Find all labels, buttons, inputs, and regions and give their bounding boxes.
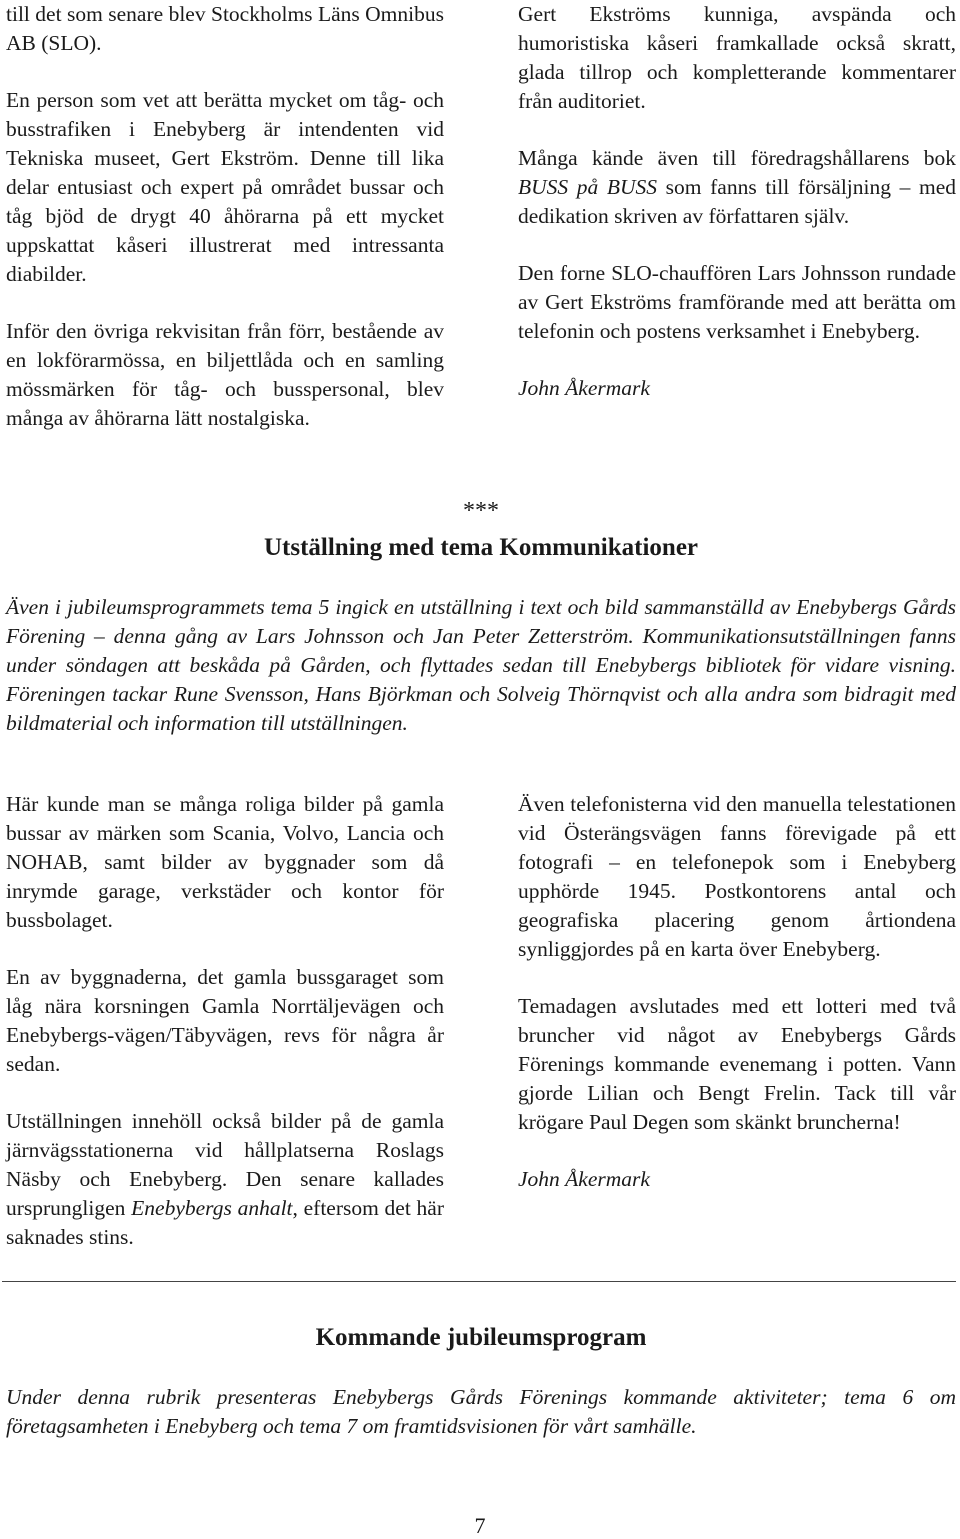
- book-title: BUSS på BUSS: [518, 175, 658, 199]
- text-run: , eftersom det här saknades stins.: [6, 1196, 444, 1249]
- text-run: Många kände även till föredragshållarens bok: [518, 146, 956, 170]
- separator-stars: ***: [463, 498, 499, 524]
- section-heading: Utställning med tema Kommunikationer: [263, 534, 699, 561]
- intro-paragraph: Även i jubileumsprogrammets tema 5 ingick en utställning i text och bild sammanställd av Enebybergs Gårds Förening – denna gång av Lars Johnsson och Jan Peter Zetterström. Kommunikationsutställningen fanns under söndagen att beskåda på Gården, och flyttades sedan till Enebybergs bibliotek för vidare visning. Föreningen tackar Rune Svensson, Hans Björkman och Solveig Thörnqvist och alla andra som bidragit med bildmaterial och information till utställningen.: [6, 595, 956, 735]
- paragraph: Här kunde man se många roliga bilder på gamla bussar av märken som Scania, Volvo, Lancia och NOHAB, samt bilder av byggnader som då inrymde garage, verkstäder och kontor för bussbolaget.: [6, 792, 444, 932]
- paragraph: Även telefonisterna vid den manuella telestationen vid Österängsvägen fanns förevigade på ett fotografi – en telefonepok som i Enebyberg upphörde 1945. Postkontorens antal och geografiska placering genom årtiondena synliggjordes på en karta över Enebyberg.: [518, 792, 956, 961]
- text-run: Utställningen innehöll också bilder på de gamla järnvägsstationerna vid hållplatserna Roslags Näsby och Enebyberg. Den senare kallades ursprungligen: [6, 1109, 444, 1220]
- paragraph: till det som senare blev Stockholms Läns Omnibus AB (SLO).: [6, 2, 444, 55]
- paragraph: Temadagen avslutades med ett lotteri med två bruncher vid något av Enebybergs Gårds Förenings kommande evenemang i potten. Vann gjorde Lilian och Bengt Frelin. Tack till vår krögare Paul Degen som skänkt bruncherna!: [518, 994, 956, 1134]
- paragraph: En person som vet att berätta mycket om tåg- och busstrafiken i Enebyberg är intendenten vid Tekniska museet, Gert Ekström. Denne till lika delar entusiast och expert på området bussar och tåg bjöd de drygt 40 åhörarna på ett mycket uppskattat kåseri illustrerat med intressanta diabilder.: [6, 88, 444, 286]
- bottom-right-column: [518, 790, 956, 1194]
- page-number: 7: [474, 1513, 486, 1538]
- paragraph: En av byggnaderna, det gamla bussgaraget som låg nära korsningen Gamla Norrtäljevägen och Enebybergs-vägen/Täbyvägen, revs för några år sedan.: [6, 965, 444, 1076]
- station-name: Enebybergs anhalt: [131, 1196, 293, 1220]
- paragraph: Den forne SLO-chauffören Lars Johnsson rundade av Gert Ekströms framförande med att berätta om telefonin och postens verksamhet i Enebyberg.: [518, 261, 956, 343]
- paragraph: Gert Ekströms kunniga, avspända och humoristiska kåseri framkallade också skratt, glada tillrop och kompletterande kommentarer från auditoriet.: [518, 2, 956, 113]
- top-left-column: [6, 0, 444, 433]
- section-intro: [6, 1383, 956, 1441]
- author-signature: John Åkermark: [518, 376, 650, 400]
- bottom-left-column: [6, 790, 444, 1252]
- intro-paragraph: Under denna rubrik presenteras Enebybergs Gårds Förenings kommande aktiviteter; tema 6 om företagsamheten i Enebyberg och tema 7 om framtidsvisionen för vårt samhälle.: [6, 1385, 956, 1438]
- section-heading: Kommande jubileumsprogram: [315, 1324, 647, 1351]
- paragraph: [6, 1107, 444, 1252]
- paragraph: Inför den övriga rekvisitan från förr, bestående av en lokförarmössa, en biljettlåda och en samling mössmärken för tåg- och busspersonal, blev många av åhörarna lätt nostalgiska.: [6, 319, 444, 430]
- author-signature: John Åkermark: [518, 1167, 650, 1191]
- top-right-column: [518, 0, 956, 403]
- horizontal-rule: [2, 1281, 956, 1282]
- section-intro: [6, 593, 956, 738]
- text-run: som fanns till försäljning – med dedikation skriven av författaren själv.: [518, 175, 956, 228]
- paragraph: [518, 144, 956, 231]
